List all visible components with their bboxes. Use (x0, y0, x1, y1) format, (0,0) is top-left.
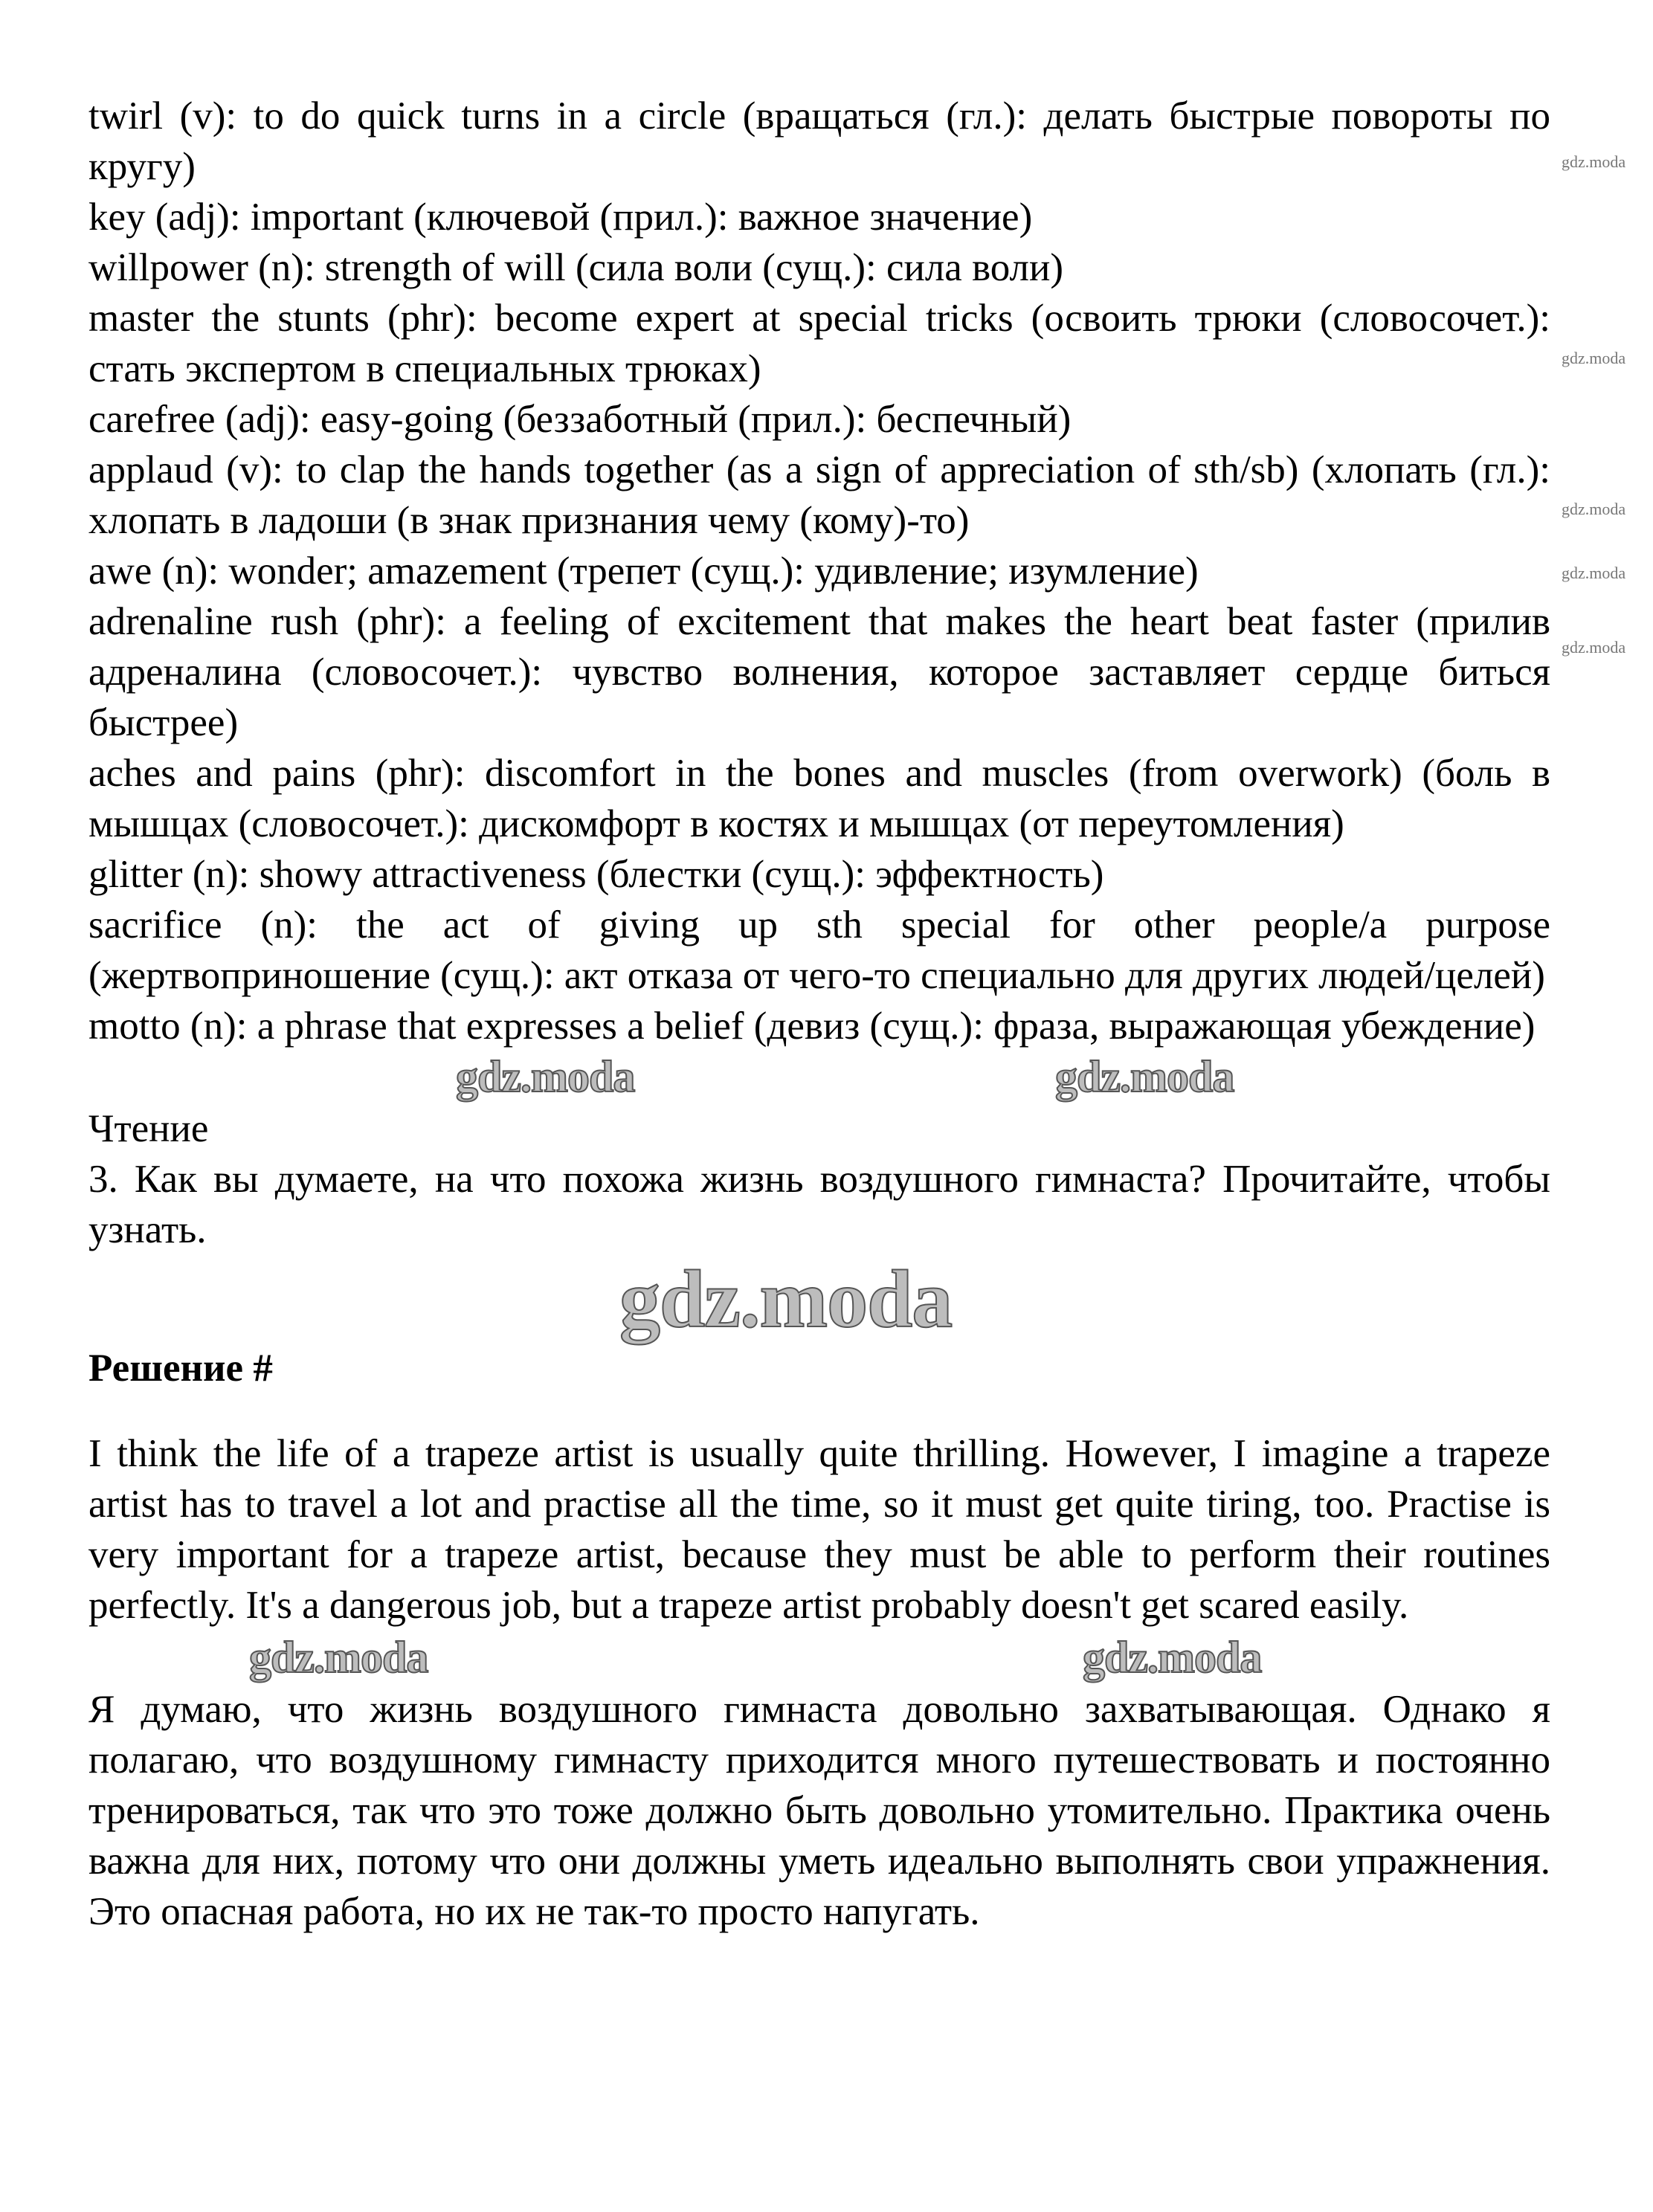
solution-english-block (88, 1428, 1550, 1631)
vocab-entry: willpower (n): strength of will (сила воли (сущ.): сила воли) (88, 246, 1063, 289)
vocab-entry: master the stunts (phr): become expert at special tricks (освоить трюки (словосочет.): стать экспертом в специальных трюках) (88, 297, 1550, 390)
page-content (88, 91, 1550, 1937)
watermark-row (88, 1255, 1550, 1343)
reading-section (88, 1103, 1550, 1255)
reading-heading: Чтение (88, 1107, 209, 1150)
watermark: gdz.moda (1562, 152, 1626, 171)
watermark: gdz.moda (1562, 638, 1626, 657)
watermark: gdz.moda (1562, 500, 1626, 518)
vocab-entry: awe (n): wonder; amazement (трепет (сущ.): удивление; изумление) (88, 549, 1199, 593)
vocab-entry: aches and pains (phr): discomfort in the bones and muscles (from overwork) (боль в мышцах (словосочет.): дискомфорт в костях и мышцах (от переутомления) (88, 752, 1550, 845)
vocab-entry: glitter (n): showy attractiveness (блестки (сущ.): эффектность) (88, 853, 1104, 896)
vocab-entry: applaud (v): to clap the hands together (as a sign of appreciation of sth/sb) (хлопать (гл.): хлопать в ладоши (в знак признания чему (кому)-то) (88, 448, 1550, 542)
solution-heading-block (88, 1343, 1550, 1393)
vocabulary-list (88, 91, 1550, 1051)
watermark-row (88, 1051, 1550, 1103)
solution-russian: Я думаю, что жизнь воздушного гимнаста довольно захватывающая. Однако я полагаю, что воздушному гимнасту приходится много путешествовать и постоянно тренироваться, так что это тоже должно быть довольно утомительно. Практика очень важна для них, потому что они должны уметь идеально выполнять свои упражнения. Это опасная работа, но их не так-то просто напугать. (88, 1688, 1550, 1933)
watermark: gdz.moda (619, 1254, 953, 1344)
vocab-entry: carefree (adj): easy-going (беззаботный (прил.): беспечный) (88, 398, 1072, 441)
vocab-entry: adrenaline rush (phr): a feeling of excitement that makes the heart beat faster (прилив адреналина (словосочет.): чувство волнения, которое заставляет сердце биться быстрее) (88, 600, 1550, 744)
vocab-entry: sacrifice (n): the act of giving up sth special for other people/a purpose (жертвоприношение (сущ.): акт отказа от чего-то специально для других людей/целей) (88, 903, 1550, 997)
watermark: gdz.moda (1083, 1633, 1262, 1682)
solution-heading: Решение # (88, 1347, 273, 1390)
reading-task: 3. Как вы думаете, на что похожа жизнь воздушного гимнаста? Прочитайте, чтобы узнать. (88, 1158, 1550, 1251)
watermark-row (88, 1631, 1550, 1684)
watermark: gdz.moda (249, 1633, 428, 1682)
watermark: gdz.moda (1055, 1052, 1234, 1101)
solution-english: I think the life of a trapeze artist is usually quite thrilling. However, I imagine a trapeze artist has to travel a lot and practise all the time, so it must get quite tiring, too. Practise is very important for a trapeze artist, because they must be able to perform their routines perfectly. It's a dangerous job, but a trapeze artist probably doesn't get scared easily. (88, 1432, 1550, 1627)
vocab-entry: twirl (v): to do quick turns in a circle (вращаться (гл.): делать быстрые повороты по кругу) (88, 94, 1550, 188)
vocab-entry: motto (n): a phrase that expresses a belief (девиз (сущ.): фраза, выражающая убеждение) (88, 1005, 1536, 1048)
watermark: gdz.moda (1562, 564, 1626, 582)
watermark: gdz.moda (456, 1052, 635, 1101)
vocab-entry: key (adj): important (ключевой (прил.): важное значение) (88, 196, 1033, 239)
solution-russian-block (88, 1684, 1550, 1937)
watermark: gdz.moda (1562, 349, 1626, 367)
